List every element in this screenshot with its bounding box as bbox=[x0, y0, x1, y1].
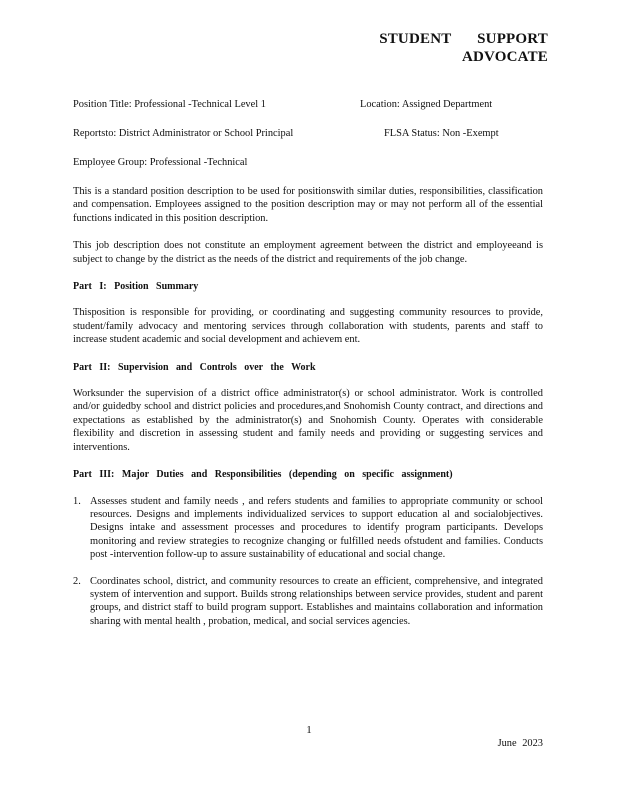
info-row-1 bbox=[73, 98, 543, 112]
employee-group: Employee Group: Professional -Technical bbox=[73, 157, 248, 168]
document-title bbox=[379, 30, 548, 66]
info-row-2 bbox=[73, 127, 543, 141]
intro-paragraph-2: This job description does not constitute an employment agreement between the district and employeeand is subject to change by the district as the needs of the district and requirements of the job change. bbox=[73, 240, 543, 265]
intro-paragraph-1: This is a standard position description to be used for positionswith similar duties, responsibilities, classification and compensation. Employees assigned to the position description may or may not perform all of the essential functions indicated in this position description. bbox=[73, 186, 543, 224]
duty-item bbox=[73, 575, 543, 629]
duty-text: Assesses student and family needs , and refers students and families to appropriate community or school resources. Designs and implements individualized services to support education al and socialobjectives. Designs intake and assessment processes and procedures to identify program participants. Develops monitoring and review strategies to recognize changing or fulfilled needs ofstudent and families. Conducts post -intervention follow-up to assure sustainability of educational and social change. bbox=[90, 495, 543, 561]
duties-list bbox=[73, 495, 543, 629]
part-1-heading: Part I: Position Summary bbox=[73, 281, 199, 293]
reports-to: Reportsto: District Administrator or School Principal bbox=[73, 128, 294, 139]
duty-number: 1. bbox=[73, 495, 81, 507]
part-1-text: Thisposition is responsible for providing, or coordinating and suggesting community resources to provide, student/family advocacy and mentoring services through collaboration with students, parents and staff to increase student academic and social development and achievem ent. bbox=[73, 307, 543, 346]
info-row-3 bbox=[73, 156, 543, 170]
page-number: 1 bbox=[306, 724, 312, 736]
flsa-status: FLSA Status: Non -Exempt bbox=[384, 128, 499, 139]
duty-item bbox=[73, 495, 543, 562]
title-line-2: ADVOCATE bbox=[461, 49, 548, 65]
document-body bbox=[73, 98, 543, 641]
part-2-text: Worksunder the supervision of a district office administrator(s) or school administrator. Work is controlled and/or guidedby school and district policies and procedures,and Snohomish County contract, and directions and expectations as established by the administrator(s) and Snohomish County. Operates with considerable flexibility and discretion in assessing student and family needs and providing or suggesting services and interventions. bbox=[73, 388, 543, 453]
duty-text: Coordinates school, district, and community resources to create an efficient, comprehensive, and integrated system of intervention and support. Builds strong relationships between service provides, student and parent groups, and district staff to build program support. Establishes and maintains collaboration and information sharing with mental health , probation, medical, and social services agencies. bbox=[90, 575, 543, 627]
part-3-heading: Part III: Major Duties and Responsibilities (depending on specific assignment) bbox=[73, 469, 453, 481]
location: Location: Assigned Department bbox=[360, 99, 493, 110]
title-line-1: STUDENT SUPPORT bbox=[379, 31, 548, 47]
duty-number: 2. bbox=[73, 575, 81, 587]
position-title: Position Title: Professional -Technical Level 1 bbox=[73, 99, 266, 110]
footer-date: June 2023 bbox=[497, 738, 543, 749]
part-2-heading: Part II: Supervision and Controls over the Work bbox=[73, 361, 316, 373]
